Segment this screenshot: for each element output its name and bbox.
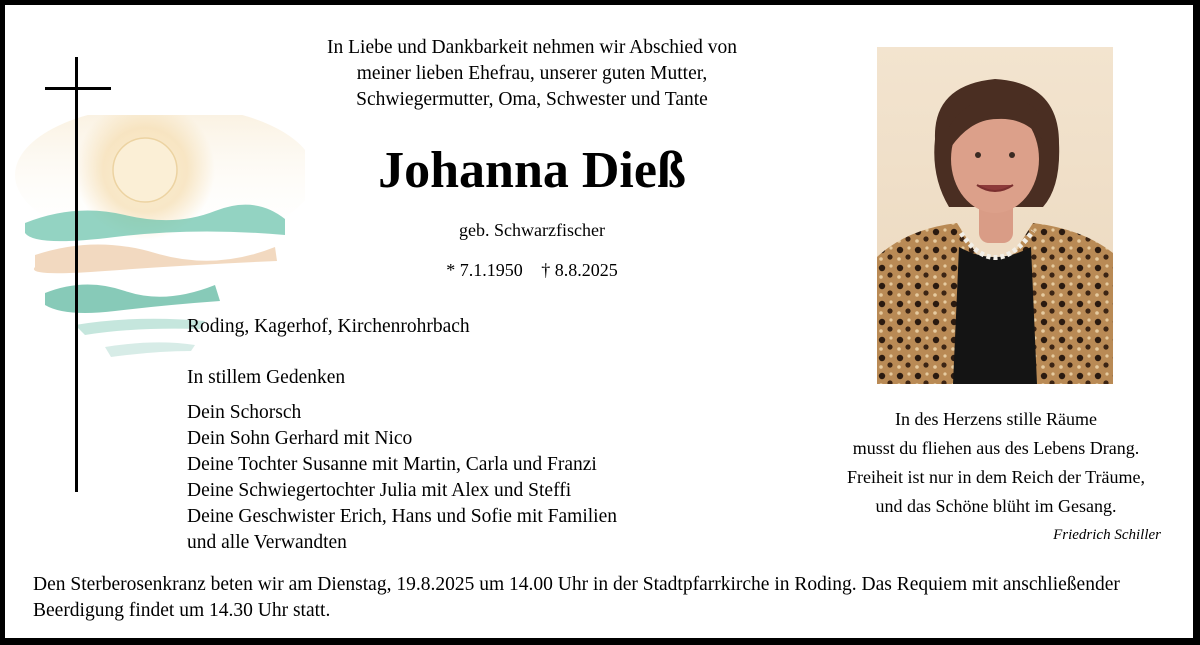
water-streak	[75, 319, 205, 335]
eye	[1009, 152, 1015, 158]
birth-date: * 7.1.1950	[446, 260, 523, 280]
poem	[808, 405, 1184, 521]
residence: Roding, Kagerhof, Kirchenrohrbach	[187, 316, 470, 337]
list-item: Dein Schorsch	[187, 402, 302, 423]
portrait-photo	[877, 47, 1113, 384]
list-item: Deine Tochter Susanne mit Martin, Carla und Franzi	[187, 454, 597, 475]
poem-line: In des Herzens stille Räume	[895, 409, 1097, 429]
intro-line: Schwiegermutter, Oma, Schwester und Tante	[356, 89, 708, 110]
water-streak	[105, 342, 195, 357]
poem-author: Friedrich Schiller	[1053, 527, 1161, 543]
list-item: Deine Schwiegertochter Julia mit Alex und Steffi	[187, 480, 572, 501]
eye	[975, 152, 981, 158]
list-item: Dein Sohn Gerhard mit Nico	[187, 428, 413, 449]
intro-line: meiner lieben Ehefrau, unserer guten Mutter,	[356, 63, 708, 84]
poem-line: musst du fliehen aus des Lebens Drang.	[852, 438, 1140, 458]
memory-heading: In stillem Gedenken	[187, 367, 346, 388]
intro-text	[277, 35, 787, 113]
service-announcement: Den Sterberosenkranz beten wir am Dienstag, 19.8.2025 um 14.00 Uhr in der Stadtpfarrkirche in Roding. Das Requiem mit anschließender Beerdigung findet um 14.30 Uhr statt.	[33, 574, 1120, 621]
birth-name: geb. Schwarzfischer	[459, 220, 605, 240]
portrait-illustration	[877, 47, 1113, 384]
cross-icon-bar	[45, 87, 111, 90]
life-dates	[277, 258, 787, 282]
list-item: Deine Geschwister Erich, Hans und Sofie mit Familien	[187, 506, 617, 527]
poem-line: Freiheit ist nur in dem Reich der Träume,	[847, 467, 1145, 487]
top	[953, 247, 1037, 384]
obituary-card	[5, 5, 1193, 638]
intro-line: In Liebe und Dankbarkeit nehmen wir Abschied von	[327, 37, 737, 58]
list-item: und alle Verwandten	[187, 532, 347, 553]
mourners-list	[187, 400, 617, 556]
death-date: † 8.8.2025	[541, 260, 618, 280]
cross-icon	[75, 57, 78, 492]
hill-near	[45, 284, 220, 313]
hill-mid	[34, 244, 277, 273]
sun	[113, 138, 177, 202]
deceased-name: Johanna Dieß	[378, 142, 686, 199]
poem-line: und das Schöne blüht im Gesang.	[875, 496, 1117, 516]
